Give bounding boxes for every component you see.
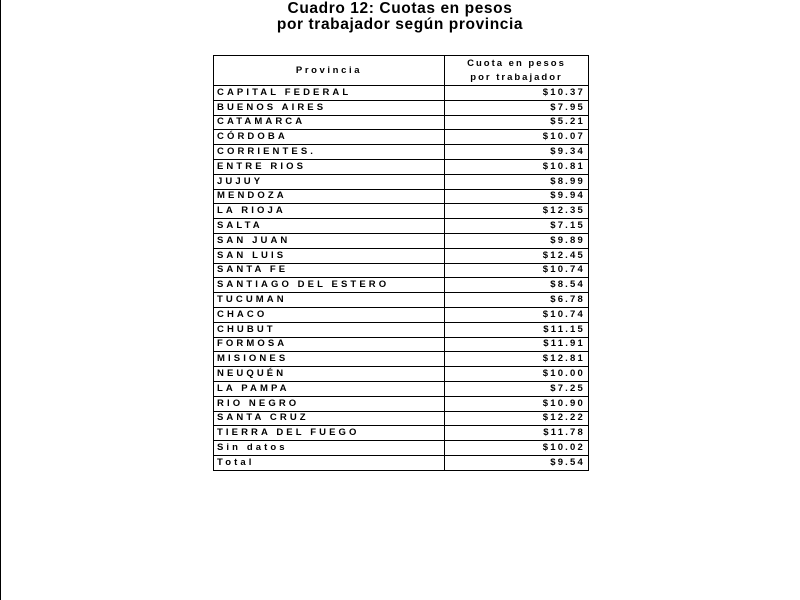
cell-provincia: BUENOS AIRES <box>214 100 445 115</box>
cell-provincia: CORRIENTES. <box>214 145 445 160</box>
page-border-left <box>0 0 1 600</box>
cell-provincia: SAN LUIS <box>214 248 445 263</box>
cell-cuota: $7.25 <box>445 381 589 396</box>
table-row <box>214 441 589 456</box>
table-row <box>214 100 589 115</box>
table-row <box>214 307 589 322</box>
cell-cuota: $10.00 <box>445 367 589 382</box>
cell-cuota: $12.22 <box>445 411 589 426</box>
table-row <box>214 189 589 204</box>
table-row <box>214 159 589 174</box>
cell-cuota: $9.34 <box>445 145 589 160</box>
cell-provincia: JUJUY <box>214 174 445 189</box>
table-row <box>214 278 589 293</box>
cell-provincia: FORMOSA <box>214 337 445 352</box>
cell-cuota: $7.95 <box>445 100 589 115</box>
cell-provincia: MENDOZA <box>214 189 445 204</box>
title-line-2: por trabajador según provincia <box>276 16 524 33</box>
table-row <box>214 233 589 248</box>
cell-cuota: $10.81 <box>445 159 589 174</box>
header-cuota-line-1: Cuota en pesos <box>467 57 566 69</box>
cell-provincia: CHACO <box>214 307 445 322</box>
cell-cuota: $10.74 <box>445 263 589 278</box>
cell-cuota: $9.89 <box>445 233 589 248</box>
table-row <box>214 115 589 130</box>
cell-provincia: RIO NEGRO <box>214 396 445 411</box>
cell-cuota: $11.15 <box>445 322 589 337</box>
cell-provincia: ENTRE RIOS <box>214 159 445 174</box>
cell-provincia: TUCUMAN <box>214 293 445 308</box>
cell-cuota: $5.21 <box>445 115 589 130</box>
cell-provincia: LA RIOJA <box>214 204 445 219</box>
cell-cuota: $11.91 <box>445 337 589 352</box>
table-row <box>214 86 589 101</box>
cell-cuota: $8.54 <box>445 278 589 293</box>
table-row <box>214 352 589 367</box>
cell-cuota: $10.02 <box>445 441 589 456</box>
cell-provincia: SANTA FE <box>214 263 445 278</box>
table-row <box>214 411 589 426</box>
table-row <box>214 219 589 234</box>
cell-provincia: CÓRDOBA <box>214 130 445 145</box>
cell-provincia: CATAMARCA <box>214 115 445 130</box>
table-row <box>214 426 589 441</box>
header-cuota-line-2: por trabajador <box>470 71 563 83</box>
cell-provincia: LA PAMPA <box>214 381 445 396</box>
table-row <box>214 322 589 337</box>
cell-provincia: CAPITAL FEDERAL <box>214 86 445 101</box>
cell-provincia: MISIONES <box>214 352 445 367</box>
table-row <box>214 396 589 411</box>
cell-cuota: $11.78 <box>445 426 589 441</box>
cell-cuota: $6.78 <box>445 293 589 308</box>
table-row <box>214 367 589 382</box>
table-row <box>214 174 589 189</box>
cell-cuota: $10.90 <box>445 396 589 411</box>
cell-cuota: $10.37 <box>445 86 589 101</box>
cell-provincia: SANTIAGO DEL ESTERO <box>214 278 445 293</box>
page-title <box>0 1 800 33</box>
cell-provincia: CHUBUT <box>214 322 445 337</box>
table-body <box>214 86 589 471</box>
table-row <box>214 130 589 145</box>
cell-provincia: TIERRA DEL FUEGO <box>214 426 445 441</box>
cell-cuota: $12.35 <box>445 204 589 219</box>
table-row <box>214 204 589 219</box>
cell-cuota: $10.74 <box>445 307 589 322</box>
cell-provincia: SAN JUAN <box>214 233 445 248</box>
cell-provincia: Sin datos <box>214 441 445 456</box>
table-row <box>214 248 589 263</box>
header-provincia: Provincia <box>214 56 445 86</box>
cell-cuota: $10.07 <box>445 130 589 145</box>
cell-provincia: Total <box>214 455 445 470</box>
cuotas-table <box>213 55 589 471</box>
cell-provincia: NEUQUÉN <box>214 367 445 382</box>
cell-cuota: $9.54 <box>445 455 589 470</box>
header-cuota <box>445 56 589 86</box>
cell-cuota: $12.45 <box>445 248 589 263</box>
table-row <box>214 293 589 308</box>
cell-cuota: $7.15 <box>445 219 589 234</box>
cell-cuota: $12.81 <box>445 352 589 367</box>
table-row <box>214 455 589 470</box>
table-row <box>214 337 589 352</box>
table-header-row <box>214 56 589 86</box>
table-row <box>214 145 589 160</box>
cell-provincia: SANTA CRUZ <box>214 411 445 426</box>
cell-cuota: $9.94 <box>445 189 589 204</box>
cell-provincia: SALTA <box>214 219 445 234</box>
title-line-1: Cuadro 12: Cuotas en pesos <box>287 0 513 17</box>
table-row <box>214 263 589 278</box>
cell-cuota: $8.99 <box>445 174 589 189</box>
table-row <box>214 381 589 396</box>
